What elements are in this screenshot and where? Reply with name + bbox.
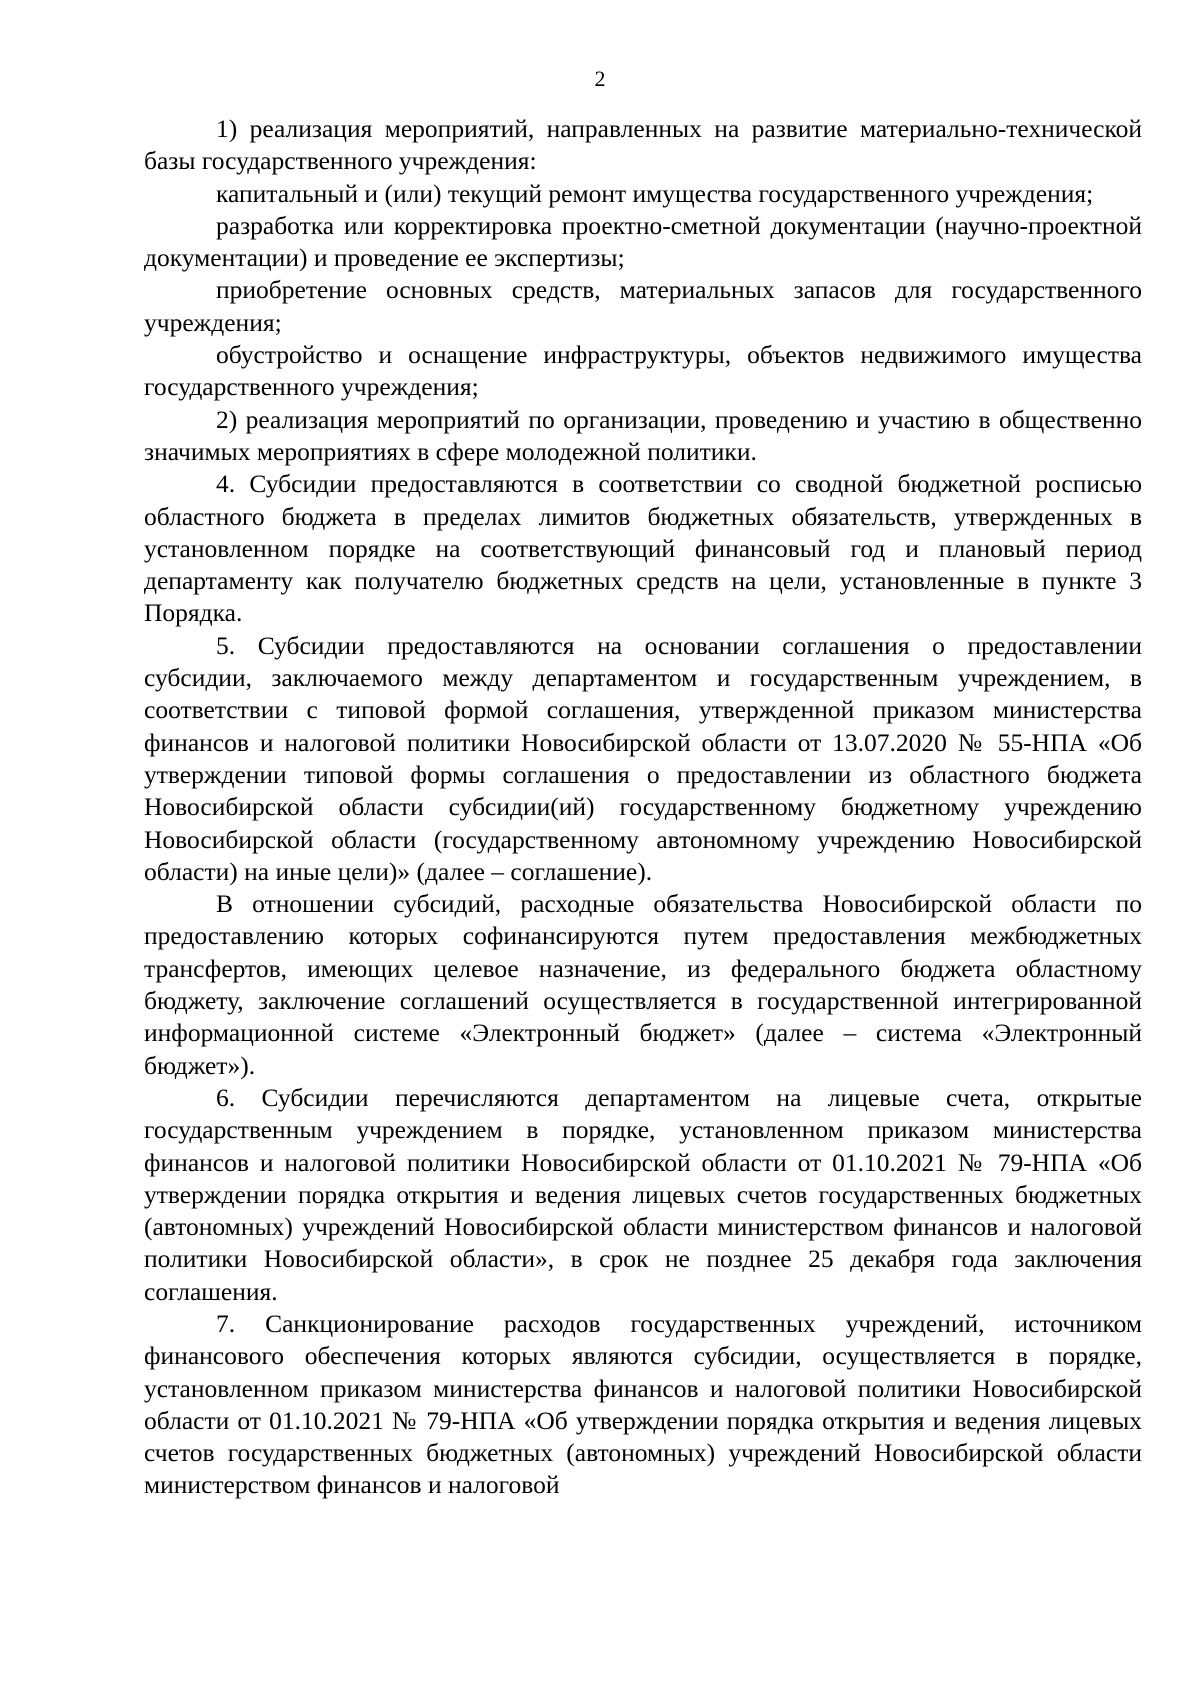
paragraph-section-5: 5. Субсидии предоставляются на основании соглашения о предоставлении субсидии, заключаемого между департаментом и государственным учреждением, в соответствии с типовой формой соглашения, утвержденной приказом министерства финансов и налоговой политики Новосибирской области от 13.07.2020 № 55-НПА «Об утверждении типовой формы соглашения о предоставлении из областного бюджета Новосибирской области субсидии(ий) государственному бюджетному учреждению Новосибирской области (государственному автономному учреждению Новосибирской области) на иные цели)» (далее – соглашение). xyxy=(144,630,1142,886)
paragraph-item-2: 2) реализация мероприятий по организации, проведению и участию в общественно значимых мероприятиях в сфере молодежной политики. xyxy=(144,404,1142,466)
page-number: 2 xyxy=(594,66,606,91)
paragraph-section-5-cofinancing: В отношении субсидий, расходные обязательства Новосибирской области по предоставлению которых софинансируются путем предоставления межбюджетных трансфертов, имеющих целевое назначение, из федерального бюджета областному бюджету, заключение соглашений осуществляется в государственной интегрированной информационной системе «Электронный бюджет» (далее – система «Электронный бюджет»). xyxy=(144,889,1142,1080)
paragraph-item-infrastructure: обустройство и оснащение инфраструктуры, объектов недвижимого имущества государственного учреждения; xyxy=(144,340,1142,402)
paragraph-section-4: 4. Субсидии предоставляются в соответствии со сводной бюджетной росписью областного бюджета в пределах лимитов бюджетных обязательств, утвержденных в установленном порядке на соответствующий финансовый год и плановый период департаменту как получателю бюджетных средств на цели, установленные в пункте 3 Порядка. xyxy=(144,469,1142,628)
paragraph-section-6: 6. Субсидии перечисляются департаментом на лицевые счета, открытые государственным учреждением в порядке, установленном приказом министерства финансов и налоговой политики Новосибирской области от 01.10.2021 № 79-НПА «Об утверждении порядка открытия и ведения лицевых счетов государственных бюджетных (автономных) учреждений Новосибирской области министерством финансов и налоговой политики Новосибирской области», в срок не позднее 25 декабря года заключения соглашения. xyxy=(144,1082,1142,1306)
paragraph-item-capital-repair: капитальный и (или) текущий ремонт имущества государственного учреждения; xyxy=(216,178,1094,208)
paragraph-section-7: 7. Санкционирование расходов государственных учреждений, источником финансового обеспечения которых являются субсидии, осуществляется в порядке, установленном приказом министерства финансов и налоговой политики Новосибирской области от 01.10.2021 № 79-НПА «Об утверждении порядка открытия и ведения лицевых счетов государственных бюджетных (автономных) учреждений Новосибирской области министерством финансов и налоговой xyxy=(144,1308,1142,1500)
paragraph-item-design-docs: разработка или корректировка проектно-сметной документации (научно-проектной документации) и проведение ее экспертизы; xyxy=(144,210,1142,273)
document-body xyxy=(144,113,1142,1502)
paragraph-item-1: 1) реализация мероприятий, направленных на развитие материально-технической базы государственного учреждения: xyxy=(144,114,1142,176)
paragraph-item-fixed-assets: приобретение основных средств, материальных запасов для государственного учреждения; xyxy=(144,275,1142,337)
